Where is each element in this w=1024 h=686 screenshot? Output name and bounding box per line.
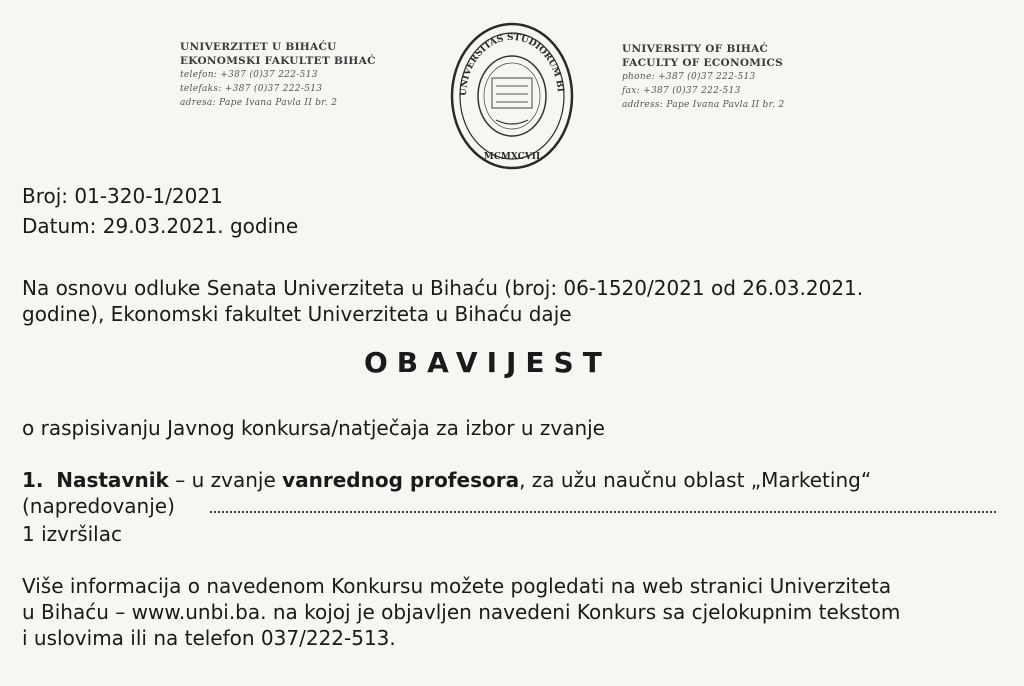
intro-text-line-2: godine), Ekonomski fakultet Univerziteta u Bihaću daje	[22, 302, 572, 326]
document-number: Broj: 01-320-1/2021	[22, 184, 223, 208]
info-text-line-1: Više informacija o navedenom Konkursu možete pogledati na web stranici Univerziteta	[22, 574, 892, 598]
seal-icon	[446, 16, 578, 176]
dotted-leader	[210, 511, 996, 513]
info-text-line-2: u Bihaću – www.unbi.ba. na kojoj je objavljen navedeni Konkurs sa cjelokupnim tekstom	[22, 600, 901, 624]
header-left-block	[180, 40, 376, 110]
seal-text: UNIVERSITAS STUDIORUM BI	[458, 32, 565, 97]
header-right-university: UNIVERSITY OF BIHAĆ	[622, 43, 769, 55]
university-seal	[446, 16, 578, 176]
position-line-1	[22, 468, 871, 492]
header-left-university: UNIVERZITET U BIHAĆU	[180, 41, 337, 53]
notice-title: OBAVIJEST	[364, 346, 611, 379]
header-right-faculty: FACULTY OF ECONOMICS	[622, 57, 783, 69]
header-left-phone: telefon: +387 (0)37 222-513	[180, 70, 318, 80]
seal-year: MCMXCVII	[483, 152, 541, 162]
header-right-fax: fax: +387 (0)37 222-513	[622, 86, 741, 96]
position-rank: vanrednog profesora	[282, 468, 520, 492]
header-left-address: adresa: Pape Ivana Pavla II br. 2	[180, 98, 338, 108]
position-number: 1.	[22, 468, 44, 492]
document-date: Datum: 29.03.2021. godine	[22, 214, 299, 238]
header-right-address: address: Pape Ivana Pavla II br. 2	[622, 100, 785, 110]
header-right-phone: phone: +387 (0)37 222-513	[622, 72, 756, 82]
position-text-2: , za užu naučnu oblast „Marketing“	[519, 468, 872, 492]
header-left-fax: telefaks: +387 (0)37 222-513	[180, 84, 323, 94]
info-text-line-3: i uslovima ili na telefon 037/222-513.	[22, 626, 396, 650]
position-title: Nastavnik	[56, 468, 169, 492]
position-line-2: (napredovanje)	[22, 494, 175, 518]
notice-subtitle: o raspisivanju Javnog konkursa/natječaja za izbor u zvanje	[22, 416, 605, 440]
intro-text-line-1: Na osnovu odluke Senata Univerziteta u Bihaću (broj: 06-1520/2021 od 26.03.2021.	[22, 276, 864, 300]
header-left-faculty: EKONOMSKI FAKULTET BIHAĆ	[180, 55, 376, 67]
position-text-1: – u zvanje	[168, 468, 283, 492]
position-line-3: 1 izvršilac	[22, 522, 122, 546]
header-right-block	[622, 42, 785, 112]
